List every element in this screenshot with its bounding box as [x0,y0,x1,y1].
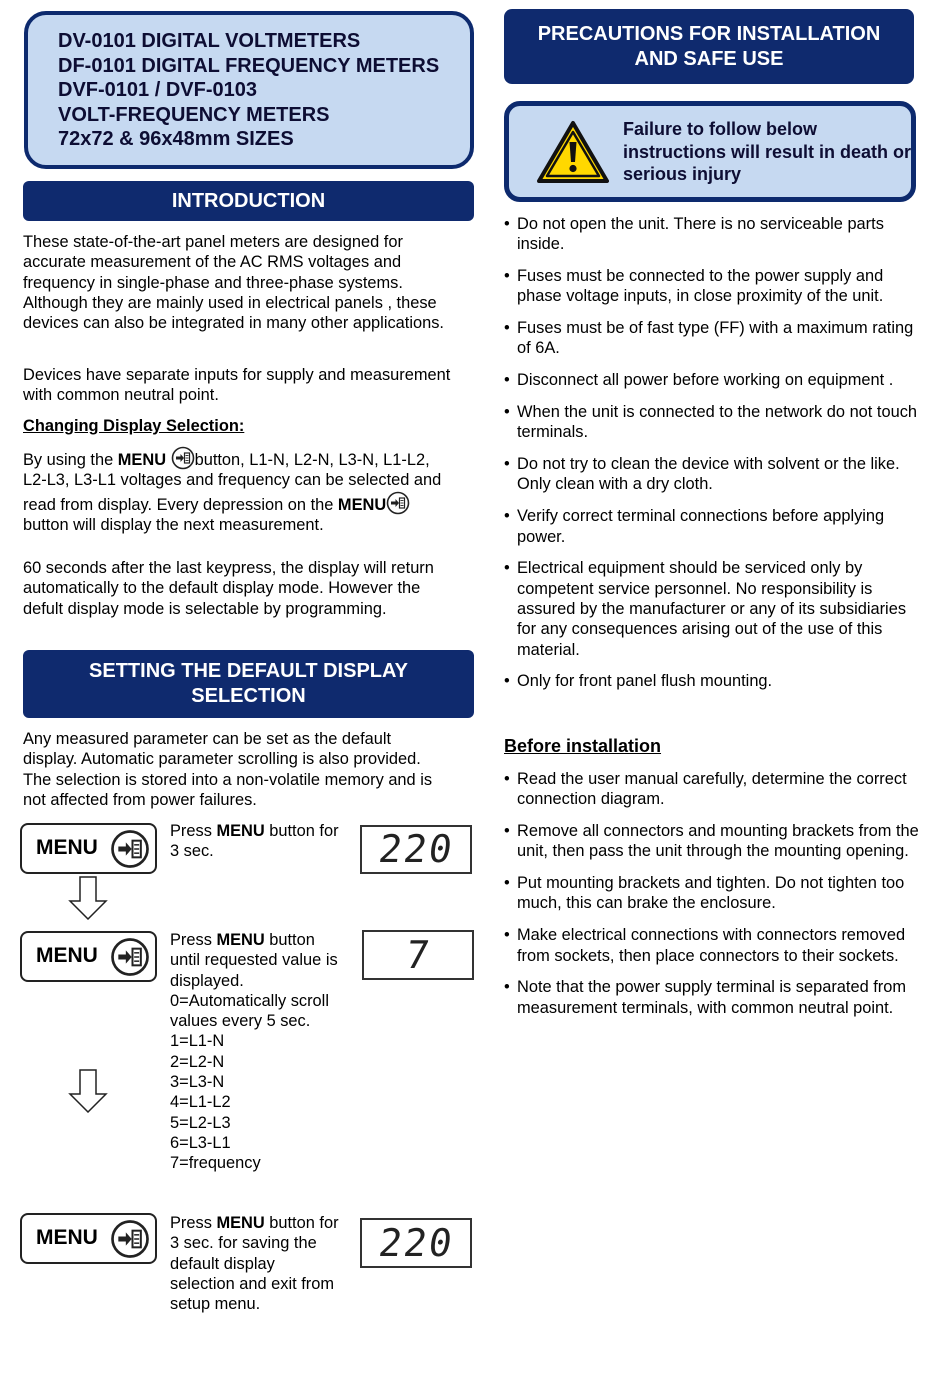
before-installation-heading: Before installation [504,736,662,756]
title-line-1: DV-0101 DIGITAL VOLTMETERS [58,30,361,52]
title-line-3: DVF-0101 / DVF-0103 [58,79,257,101]
step-1-pre: Press [170,822,217,840]
introduction-heading [23,181,474,221]
warning-triangle-icon [537,120,609,184]
list-item: • Disconnect all power before working on equipment . [504,370,929,390]
intro-paragraph-2: Devices have separate inputs for supply and measurement with common neutral point. [23,366,451,405]
step-1-text [170,821,350,862]
list-item: • Note that the power supply terminal is separated from measurement terminals, with common neutral point. [504,977,929,1018]
default-display-heading-line-2: SELECTION [191,685,306,707]
before-installation-list [504,769,929,1029]
warning-box [504,101,916,202]
list-item: • Put mounting brackets and tighten. Do not tighten too much, this can brake the enclosure. [504,873,929,914]
option-1: 1=L1-N [170,1032,225,1051]
down-arrow-icon [68,1069,108,1113]
p3-menu-1: MENU [117,451,167,469]
precautions-list [504,214,929,703]
precautions-heading-line-1: PRECAUTIONS FOR INSTALLATION [537,22,881,45]
list-item: • Remove all connectors and mounting brackets from the unit, then pass the unit through the mounting opening. [504,821,929,862]
precautions-heading [504,9,914,84]
lcd-display-step-1 [360,825,472,874]
step-2-post: button until requested value is displayed. [170,931,338,990]
title-line-4: VOLT-FREQUENCY METERS [58,103,330,126]
option-3: 3=L3-N [170,1073,225,1092]
step-2-menu: MENU [216,931,265,949]
intro-paragraph-1: These state-of-the-art panel meters are designed for accurate measurement of the AC RMS voltages and frequency in single-phase and three-phase systems. Although they are mainly used in electrical panels , these devices can also be integrated in many other applications. [23,233,444,333]
step-1-post: button for 3 sec. [170,822,339,861]
option-6: 6=L3-L1 [170,1133,231,1152]
option-2: 2=L2-N [170,1052,225,1071]
list-item: • Electrical equipment should be serviced only by competent service personnel. No responsibility is assured by the manufacturer or any of its subsidiaries for any consequences arising out of the use of this material. [504,558,929,659]
list-item: • Verify correct terminal connections before applying power. [504,506,929,547]
menu-button-step-2 [20,931,157,982]
menu-enter-icon [108,829,152,869]
lcd-display-step-3 [360,1218,472,1268]
lcd-value: 220 [375,1220,457,1265]
menu-button-label: MENU [36,944,98,967]
menu-enter-icon [386,491,410,515]
p3-text-a: By using the [23,451,118,469]
default-display-heading [23,650,474,718]
p3-menu-2: MENU [337,495,387,514]
list-item: • Do not try to clean the device with solvent or the like. Only clean with a dry cloth. [504,454,929,495]
lcd-value: 7 [402,932,434,977]
step-2-instruction [170,930,340,991]
list-item: • Fuses must be connected to the power supply and phase voltage inputs, in close proximity of the unit. [504,266,929,307]
lcd-value: 220 [375,827,457,872]
intro-paragraph-4: 60 seconds after the last keypress, the display will return automatically to the default display mode. However the defult display mode is selectable by programming. [23,559,434,618]
menu-button-label: MENU [36,836,98,859]
title-line-5: 72x72 & 96x48mm SIZES [58,128,294,150]
warning-text: Failure to follow below instructions will result in death or serious injury [623,119,912,184]
p3-text-c: button will display the next measurement. [23,515,324,534]
intro-paragraph-3 [23,446,448,535]
list-item: • Do not open the unit. There is no serviceable parts inside. [504,214,929,255]
menu-button-label: MENU [36,1226,98,1249]
list-item: • Make electrical connections with connectors removed from sockets, then place connectors to their sockets. [504,925,929,966]
menu-button-step-1 [20,823,157,874]
default-display-heading-line-1: SETTING THE DEFAULT DISPLAY [89,660,408,682]
document-title [24,11,474,169]
step-1-menu: MENU [216,822,265,840]
option-0: 0=Automatically scroll values every 5 sec. [170,991,329,1031]
option-5: 5=L2-L3 [170,1113,231,1132]
step-2-text [170,930,340,1174]
title-line-2: DF-0101 DIGITAL FREQUENCY METERS [58,54,440,77]
list-item: • Only for front panel flush mounting. [504,671,929,691]
precautions-heading-line-2: AND SAFE USE [634,47,784,70]
option-7: 7=frequency [170,1154,261,1173]
menu-button-step-3 [20,1213,157,1264]
step-3-text [170,1213,340,1314]
menu-enter-icon [171,446,195,470]
lcd-display-step-2 [362,930,474,980]
p3-text-b: button, L1-N, L2-N, L3-N, L1-L2, L2-L3, L3-L1 voltages and frequency can be selected and read from display. Every depression on the [23,451,442,514]
list-item: • Read the user manual carefully, determine the correct connection diagram. [504,769,929,810]
down-arrow-icon [68,876,108,920]
step-3-menu: MENU [216,1214,265,1232]
list-item: • Fuses must be of fast type (FF) with a maximum rating of 6A. [504,318,929,359]
option-4: 4=L1-L2 [170,1093,231,1112]
step-3-post: button for 3 sec. for saving the default display selection and exit from setup menu. [170,1214,339,1314]
changing-display-heading: Changing Display Selection: [23,417,245,435]
step-2-pre: Press [170,931,217,949]
default-display-paragraph: Any measured parameter can be set as the default display. Automatic parameter scrolling is also provided. The selection is stored into a non-volatile memory and is not affected from power failures. [23,730,433,809]
menu-enter-icon [108,937,152,977]
introduction-heading-text: INTRODUCTION [171,189,326,212]
list-item: • When the unit is connected to the network do not touch terminals. [504,402,929,443]
step-3-pre: Press [170,1214,217,1232]
menu-enter-icon [108,1219,152,1259]
